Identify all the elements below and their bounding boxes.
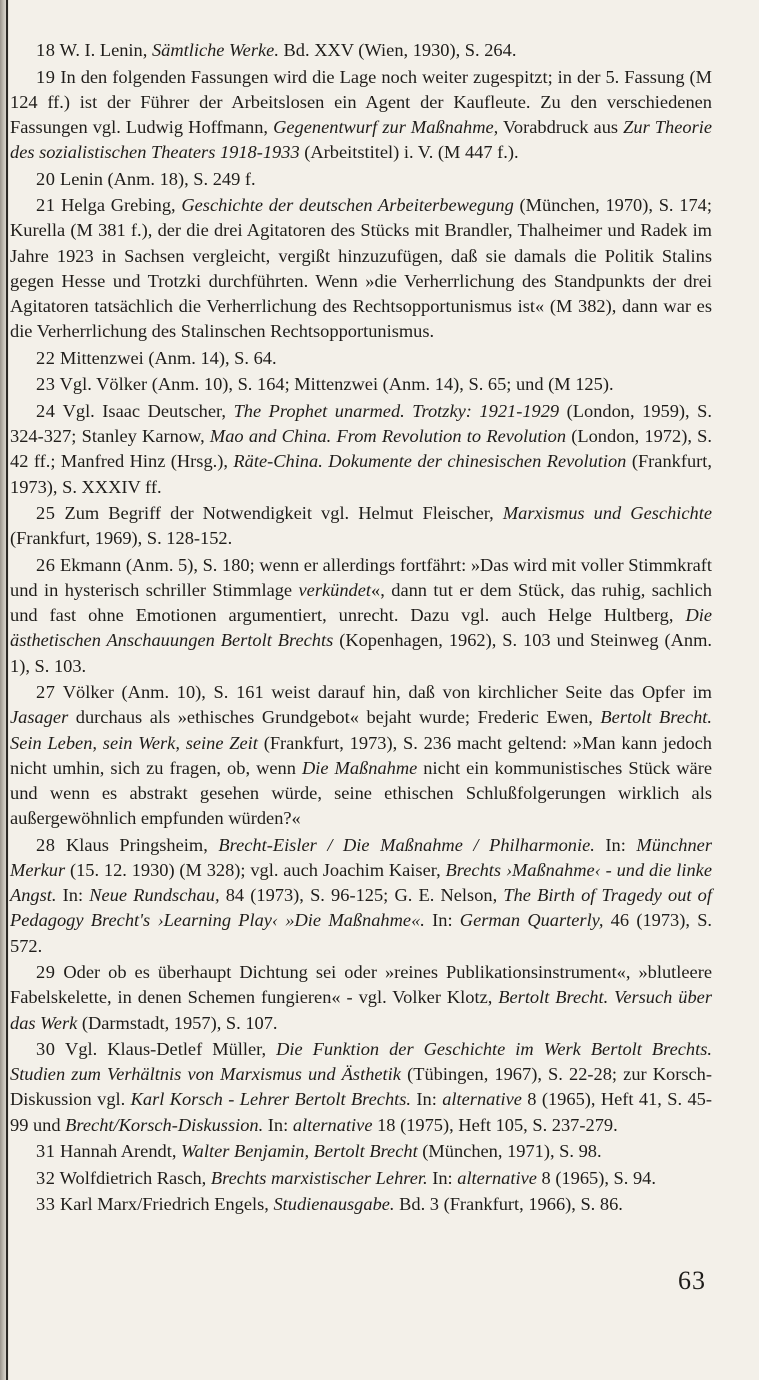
gutter-line [6,0,8,1380]
endnote-title-italic: Studienausgabe. [273,1194,395,1215]
endnote-text: (Kopenhagen, 1962), S. 103 und Steinweg (Anm. 1), S. 103. [10,630,712,676]
endnote-number: 26 [36,554,56,575]
endnote-text: Wolfdietrich Rasch, [55,1167,211,1188]
endnote-text: (München, 1970), S. 174; Kurella (M 381 f.), der die drei Agitatoren des Stücks mit Brandler, Thalheimer und Radek im Jahre 1923 in Sachsen vergleicht, vergißt hinzuzufügen, daß sie damals die Politik Stalins gegen Hesse und Trotzki durchführten. Wenn »die Verherrlichung des Standpunkts der drei Agitatoren tatsächlich die Verherrlichung des Rechtsopportunismus ist« (M 382), dann war es die Verherrlichung des Stalinschen Rechtsopportunismus. [10,195,712,342]
endnotes-list [10,38,712,1219]
endnote-number: 30 [36,1039,56,1060]
endnote-title-italic: The Prophet unarmed. Trotzky: 1921-1929 [233,400,560,421]
endnote-number: 23 [36,374,56,395]
endnote-title-italic: Die Funktion der Geschichte im Werk Bertolt Brechts. Studien zum Verhältnis von Marxismus und Ästhetik [10,1039,712,1085]
endnote-title-italic: Mao and China. From Revolution to Revolution [209,426,567,447]
endnote-27 [10,680,712,831]
endnote-text: In: [56,885,90,906]
endnote-text: 8 (1965), S. 94. [536,1167,656,1188]
endnote-text: (London, 1959), S. 324-327; Stanley Karnow, [10,400,712,447]
endnote-title-italic: verkündet [298,580,372,601]
endnote-text: Ekmann (Anm. 5), S. 180; wenn er allerdings fortfährt: »Das wird mit voller Stimmkraft und in hysterisch schriller Stimmlage [10,554,712,601]
endnote-number: 18 [36,40,56,60]
endnote-text: (Darmstadt, 1957), S. 107. [77,1012,278,1033]
endnote-text: Vgl. Klaus-Detlef Müller, [55,1039,277,1060]
endnote-text: Karl Marx/Friedrich Engels, [55,1194,274,1215]
endnote-20 [10,167,712,192]
endnote-25 [10,501,712,551]
endnote-title-italic: Brechts marxistischer Lehrer. [210,1167,428,1188]
endnote-title-italic: Die Maßnahme [301,757,418,778]
endnote-text: (Tübingen, 1967), S. 22-28; zur Korsch-Diskussion vgl. [10,1064,713,1110]
endnote-number: 25 [36,503,56,524]
endnote-title-italic: German Quarterly, [459,910,604,931]
endnote-text: Vorabdruck aus [498,116,624,137]
endnote-title-italic: Die ästhetischen Anschauungen Bertolt Brechts [10,605,712,651]
endnote-text: (Arbeitstitel) i. V. (M 447 f.). [299,142,519,163]
endnote-28 [10,833,712,959]
endnote-number: 28 [36,834,56,855]
endnote-title-italic: alternative [292,1114,373,1135]
endnote-text: 46 (1973), S. 572. [10,910,713,956]
endnote-text: (München, 1971), S. 98. [417,1141,602,1162]
endnote-number: 20 [36,168,56,189]
endnote-title-italic: alternative [457,1167,537,1188]
endnote-32 [10,1166,712,1191]
endnote-title-italic: Sämtliche Werke. [151,40,279,60]
endnote-text: Hannah Arendt, [55,1141,182,1162]
endnote-title-italic: Marxismus und Geschichte [502,503,712,524]
endnote-31 [10,1139,712,1164]
endnote-title-italic: alternative [442,1089,522,1110]
endnote-text: Bd. 3 (Frankfurt, 1966), S. 86. [394,1194,623,1215]
endnote-23 [10,372,712,397]
endnote-text: Vgl. Völker (Anm. 10), S. 164; Mittenzwei (Anm. 14), S. 65; und (M 125). [55,374,614,395]
endnote-text: (Frankfurt, 1973), S. 236 macht geltend: »Man kann jedoch nicht umhin, sich zu fragen, ob, wenn [10,732,712,778]
endnote-text: Völker (Anm. 10), S. 161 weist darauf hin, daß von kirchlicher Seite das Opfer im [55,682,712,703]
endnote-number: 31 [36,1141,56,1162]
endnote-text: In: [594,834,637,855]
endnote-text: Oder ob es überhaupt Dichtung sei oder »reines Publikationsinstrument«, »blutleere Fabelskelette, in denen Schemen fungieren« - vgl. Volker Klotz, [10,962,712,1008]
endnote-title-italic: Neue Rundschau, [89,885,220,906]
endnote-title-italic: Bertolt Brecht. Sein Leben, sein Werk, seine Zeit [10,707,712,753]
endnote-text: Mittenzwei (Anm. 14), S. 64. [55,347,277,368]
page-number: 63 [678,1266,706,1295]
endnote-18 [10,38,712,63]
endnote-title-italic: Jasager [10,707,69,728]
endnote-number: 24 [36,400,56,421]
endnote-title-italic: Münchner Merkur [10,834,712,880]
endnote-text: In: [424,910,460,931]
endnote-30 [10,1037,712,1138]
endnote-title-italic: Räte-China. Dokumente der chinesischen Revolution [233,451,627,472]
endnote-number: 22 [36,347,56,368]
endnote-title-italic: Walter Benjamin, Bertolt Brecht [181,1141,418,1162]
endnote-text: 84 (1973), S. 96-125; G. E. Nelson, [219,885,504,906]
endnote-21 [10,193,712,344]
endnote-text: In: [427,1167,458,1188]
endnote-number: 32 [36,1167,56,1188]
endnote-text: «, dann tut er dem Stück, das ruhig, sachlich und fast ohne Emotionen argumentiert, unrecht. Dazu vgl. auch Helge Hultberg, [10,580,712,626]
endnote-text: (Frankfurt, 1973), S. XXXIV ff. [10,451,712,497]
endnote-number: 29 [36,962,56,983]
endnote-text: Vgl. Isaac Deutscher, [55,400,234,421]
endnote-text: W. I. Lenin, [55,40,152,60]
endnote-text: 18 (1975), Heft 105, S. 237-279. [372,1114,618,1135]
endnote-text: Zum Begriff der Notwendigkeit vgl. Helmut Fleischer, [55,503,503,524]
endnote-title-italic: Brecht-Eisler / Die Maßnahme / Philharmonie. [218,834,595,855]
endnote-text: Bd. XXV (Wien, 1930), S. 264. [278,40,517,60]
endnote-text: In: [263,1114,293,1135]
endnote-title-italic: Brechts ›Maßnahme‹ - und die linke Angst. [10,859,712,906]
endnote-text: 8 (1965), Heft 41, S. 45-99 und [10,1089,713,1135]
endnote-title-italic: The Birth of Tragedy out of Pedagogy Brecht's ›Learning Play‹ »Die Maßnahme«. [10,885,712,931]
endnote-text: In den folgenden Fassungen wird die Lage noch weiter zugespitzt; in der 5. Fassung (M 124 ff.) ist der Führer der Arbeitslosen ein Agent der Kaufleute. Zu den verschiedenen Fassungen vgl. Ludwig Hoffmann, [10,66,712,137]
endnote-title-italic: Geschichte der deutschen Arbeiterbewegung [181,195,514,216]
endnote-text: In: [411,1089,443,1110]
endnote-number: 33 [36,1194,56,1215]
endnote-number: 27 [36,682,56,703]
endnote-text: Helga Grebing, [55,195,182,216]
endnote-text: (Frankfurt, 1969), S. 128-152. [10,528,233,549]
endnote-number: 19 [36,66,56,87]
endnote-19 [10,65,712,166]
endnote-number: 21 [36,195,56,216]
endnote-22 [10,346,712,371]
endnote-title-italic: Brecht/Korsch-Diskussion. [65,1114,264,1135]
endnote-text: Lenin (Anm. 18), S. 249 f. [55,168,256,189]
endnote-title-italic: Bertolt Brecht. Versuch über das Werk [10,987,712,1033]
endnote-text: (15. 12. 1930) (M 328); vgl. auch Joachim Kaiser, [65,859,446,880]
endnote-33 [10,1192,712,1217]
endnote-24 [10,399,712,500]
endnote-text: Klaus Pringsheim, [55,834,219,855]
endnote-title-italic: Karl Korsch - Lehrer Bertolt Brechts. [130,1089,412,1110]
endnote-title-italic: Zur Theorie des sozialistischen Theaters 1918-1933 [10,116,713,163]
endnote-29 [10,960,712,1036]
endnote-title-italic: Gegenentwurf zur Maßnahme, [273,116,499,137]
endnote-text: (London, 1972), S. 42 ff.; Manfred Hinz (Hrsg.), [10,426,712,472]
endnote-text: durchaus als »ethisches Grundgebot« bejaht wurde; Frederic Ewen, [68,707,601,728]
endnote-text: nicht ein kommunistisches Stück wäre und wenn es abstrakt gesehen würde, seine ethischen Schlußfolgerungen wirklich als außergewöhnlich empfunden würden?« [10,757,712,829]
endnote-26 [10,553,712,679]
